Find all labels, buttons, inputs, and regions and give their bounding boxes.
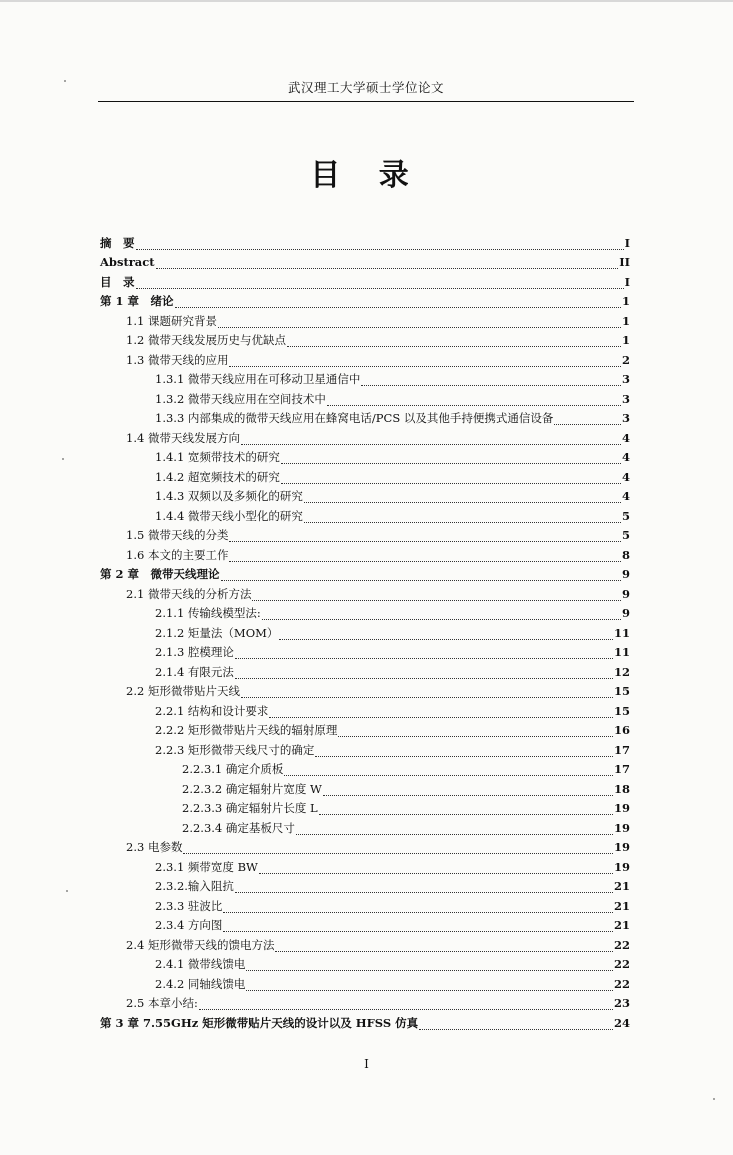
toc-entry-page: 4 [621,469,630,484]
toc-dot-leader [136,239,624,250]
toc-entry-page: 19 [613,820,630,835]
scan-speck [713,1098,715,1100]
toc-dot-leader [223,902,613,913]
toc-dot-leader [229,531,621,542]
toc-entry[interactable] [100,796,630,816]
toc-entry-label: 2.3 电参数 [126,840,183,854]
toc-dot-leader [175,297,621,308]
toc-dot-leader [262,609,621,620]
toc-entry[interactable] [100,952,630,972]
toc-entry-page: 9 [621,606,630,620]
toc-entry-page: 11 [613,645,630,659]
toc-entry-page: 15 [613,684,630,698]
toc-dot-leader [281,473,621,484]
toc-entry-page: I [624,274,630,289]
toc-entry[interactable] [100,640,630,660]
toc-entry-page: 18 [613,781,630,796]
toc-entry-page: II [619,255,630,269]
toc-dot-leader [229,356,621,367]
toc-dot-leader [361,375,621,386]
toc-entry-page: 22 [613,937,630,952]
toc-dot-leader [235,668,613,679]
toc-entry-label: 2.4.1 微带线馈电 [155,957,246,971]
toc-entry-label: 2.2.1 结构和设计要求 [155,703,269,718]
toc-entry[interactable] [100,776,630,796]
toc-entry-label: 2.2.3 矩形微带天线尺寸的确定 [155,742,315,757]
toc-entry[interactable] [100,679,630,699]
toc-entry[interactable] [100,757,630,777]
toc-entry-page: 19 [613,840,630,854]
toc-entry[interactable] [100,367,630,387]
toc-entry-label: 2.4 矩形微带天线的馈电方法 [126,937,275,952]
toc-dot-leader [221,570,621,581]
toc-entry[interactable] [100,464,630,484]
toc-entry-page: 21 [613,898,630,913]
toc-entry[interactable] [100,698,630,718]
table-of-contents [100,230,630,1030]
toc-entry[interactable] [100,230,630,250]
toc-entry-label: 2.1.4 有限元法 [155,664,234,679]
toc-entry-label: 2.2.3.1 确定介质板 [182,762,284,776]
toc-entry-label: 1.3.3 内部集成的微带天线应用在蜂窝电话/PCS 以及其他手持便携式通信设备 [155,411,554,425]
toc-entry[interactable] [100,581,630,601]
toc-entry-page: 1 [621,333,630,347]
toc-dot-leader [287,336,621,347]
toc-entry-page: 3 [621,411,630,425]
toc-entry[interactable] [100,913,630,933]
toc-entry-page: 22 [613,957,630,971]
toc-entry[interactable] [100,874,630,894]
toc-dot-leader [246,960,613,971]
toc-entry[interactable] [100,932,630,952]
toc-entry[interactable] [100,308,630,328]
toc-entry-page: 12 [613,664,630,679]
toc-entry-page: 21 [613,879,630,893]
toc-dot-leader [229,551,621,562]
toc-entry[interactable] [100,289,630,309]
toc-entry[interactable] [100,445,630,465]
toc-dot-leader [315,746,613,757]
toc-entry-label: 2.3.3 驻波比 [155,898,223,913]
toc-entry[interactable] [100,347,630,367]
toc-entry-label: 2.2 矩形微带贴片天线 [126,684,240,698]
toc-entry[interactable] [100,425,630,445]
toc-entry-page: 5 [621,508,630,523]
toc-entry-label: 2.2.3.4 确定基板尺寸 [182,820,295,835]
toc-entry[interactable] [100,250,630,270]
toc-dot-leader [235,648,613,659]
toc-entry-label: 1.4.4 微带天线小型化的研究 [155,508,303,523]
toc-entry[interactable] [100,620,630,640]
toc-dot-leader [554,414,621,425]
toc-entry-label: 1.3.2 微带天线应用在空间技术中 [155,391,326,406]
toc-entry-label: 2.4.2 同轴线馈电 [155,976,246,991]
toc-dot-leader [252,590,621,601]
toc-dot-leader [246,980,613,991]
toc-entry-label: 2.3.4 方向图 [155,918,223,932]
toc-entry-label: 1.3.1 微带天线应用在可移动卫星通信中 [155,372,361,386]
toc-entry-page: 11 [613,625,630,640]
toc-dot-leader [223,921,613,932]
running-header: 武汉理工大学硕士学位论文 [98,78,634,102]
toc-entry-page: 4 [621,450,630,464]
toc-dot-leader [319,804,613,815]
toc-entry-page: 3 [621,372,630,386]
toc-entry-label: 2.1 微带天线的分析方法 [126,586,252,601]
toc-entry-page: 2 [621,352,630,367]
toc-entry-label: 1.4.1 宽频带技术的研究 [155,450,280,464]
toc-entry-page: 4 [621,430,630,445]
toc-entry-label: 2.1.1 传输线模型法: [155,606,261,620]
scan-speck [64,80,66,82]
toc-entry-label: 第 2 章 微带天线理论 [100,567,220,581]
toc-entry-label: Abstract [100,255,155,269]
toc-dot-leader [269,707,613,718]
toc-entry-label: 第 1 章 绪论 [100,294,174,308]
toc-dot-leader [199,999,613,1010]
toc-dot-leader [327,395,621,406]
toc-dot-leader [323,785,613,796]
toc-entry-label: 2.3.1 频带宽度 BW [155,859,258,874]
toc-entry-page: 1 [621,313,630,328]
toc-dot-leader [275,941,613,952]
toc-entry[interactable] [100,523,630,543]
toc-entry[interactable] [100,386,630,406]
toc-dot-leader [284,765,613,776]
toc-entry[interactable] [100,835,630,855]
toc-entry[interactable] [100,854,630,874]
toc-dot-leader [338,726,613,737]
toc-entry[interactable] [100,815,630,835]
toc-entry-page: 5 [621,528,630,542]
toc-entry-label: 1.4 微带天线发展方向 [126,430,240,445]
toc-entry-label: 2.1.2 矩量法（MOM） [155,625,279,640]
scan-edge-line [0,0,733,2]
toc-dot-leader [156,258,619,269]
toc-dot-leader [241,434,621,445]
toc-dot-leader [304,492,621,503]
toc-entry-page: 9 [621,567,630,581]
toc-entry-page: 1 [621,294,630,308]
toc-entry-label: 2.2.3.3 确定辐射片长度 L [182,801,318,815]
toc-entry-page: 19 [613,859,630,874]
toc-entry[interactable] [100,542,630,562]
toc-entry[interactable] [100,659,630,679]
toc-dot-leader [296,824,613,835]
toc-dot-leader [279,629,613,640]
toc-entry-page: 3 [621,391,630,406]
toc-entry-label: 第 3 章 7.55GHz 矩形微带贴片天线的设计以及 HFSS 仿真 [100,1015,419,1030]
toc-entry-page: 15 [613,703,630,718]
toc-entry-label: 摘 要 [100,235,135,250]
toc-entry-page: 23 [613,996,630,1010]
toc-entry-page: 4 [621,489,630,503]
toc-entry-label: 2.1.3 腔模理论 [155,645,234,659]
toc-entry-page: 8 [621,547,630,562]
toc-entry-label: 1.3 微带天线的应用 [126,352,229,367]
toc-entry-page: I [624,235,630,250]
toc-entry-label: 2.5 本章小结: [126,996,198,1010]
toc-dot-leader [304,512,621,523]
toc-entry-page: 17 [613,762,630,776]
toc-entry[interactable] [100,601,630,621]
toc-entry-page: 9 [621,586,630,601]
toc-dot-leader [183,843,613,854]
toc-entry[interactable] [100,503,630,523]
toc-entry[interactable] [100,991,630,1011]
toc-entry[interactable] [100,737,630,757]
toc-entry-label: 1.1 课题研究背景 [126,313,217,328]
toc-entry[interactable] [100,893,630,913]
toc-dot-leader [235,882,613,893]
toc-entry-label: 1.4.3 双频以及多频化的研究 [155,489,303,503]
toc-entry-label: 1.6 本文的主要工作 [126,547,229,562]
toc-entry[interactable] [100,562,630,582]
toc-entry-label: 2.3.2.输入阻抗 [155,879,234,893]
toc-entry[interactable] [100,718,630,738]
toc-dot-leader [136,278,624,289]
toc-entry[interactable] [100,484,630,504]
toc-entry-page: 17 [613,742,630,757]
toc-entry-page: 21 [613,918,630,932]
scan-speck [66,890,68,892]
toc-entry-page: 19 [613,801,630,815]
toc-dot-leader [419,1019,613,1030]
toc-entry[interactable] [100,406,630,426]
scan-speck [62,458,64,460]
toc-entry-label: 1.4.2 超宽频技术的研究 [155,469,280,484]
toc-entry-label: 1.2 微带天线发展历史与优缺点 [126,333,286,347]
toc-entry-label: 2.2.3.2 确定辐射片宽度 W [182,781,322,796]
toc-entry-page: 16 [613,723,630,737]
toc-entry-page: 22 [613,976,630,991]
toc-entry-page: 24 [613,1015,630,1030]
page-number: I [364,1057,369,1071]
toc-dot-leader [241,687,613,698]
toc-entry-label: 目 录 [100,274,135,289]
toc-entry-label: 1.5 微带天线的分类 [126,528,229,542]
toc-entry[interactable] [100,269,630,289]
toc-entry[interactable] [100,1010,630,1030]
toc-entry-label: 2.2.2 矩形微带贴片天线的辐射原理 [155,723,338,737]
toc-entry[interactable] [100,328,630,348]
page-title: 目 录 [310,158,423,193]
toc-entry[interactable] [100,971,630,991]
toc-dot-leader [281,453,621,464]
toc-dot-leader [218,317,621,328]
toc-dot-leader [259,863,613,874]
